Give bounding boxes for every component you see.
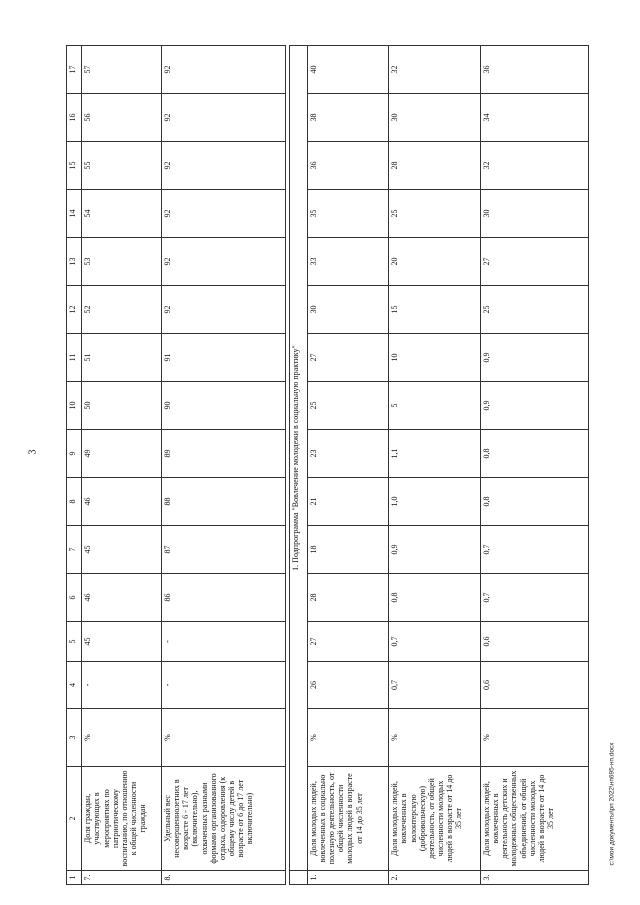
value-cell: 53 [82,238,162,286]
value-cell: 52 [82,286,162,334]
value-cell: 89 [161,430,285,478]
unit-cell: % [389,709,481,767]
column-header: 5 [67,622,82,662]
subprogram-spacer [290,871,307,885]
value-cell: 32 [480,142,588,190]
column-header: 4 [67,662,82,709]
column-header: 8 [67,478,82,526]
value-cell: 0,8 [480,430,588,478]
value-cell: 0,9 [480,382,588,430]
value-cell: 50 [82,382,162,430]
column-header: 11 [67,334,82,382]
value-cell: 45 [82,622,162,662]
indicator-name: Доля молодых людей, вовлеченных в социально полезную деятельность, от общей численности молодых людей в возрасте от 14 до 35 лет [307,767,389,871]
table-row [389,46,481,885]
footer-file-path: c:\мои документы\рп 2022\нп695-нп.docx [608,742,616,866]
value-cell: 92 [161,94,285,142]
unit-cell: % [161,709,285,767]
value-cell: 92 [161,190,285,238]
value-cell: 46 [82,478,162,526]
value-cell: 57 [82,46,162,94]
value-cell: 5 [389,382,481,430]
value-cell: 0,6 [480,622,588,662]
subprogram-title: 1. Подпрограмма "Вовлечение молодежи в социальную практику" [290,46,307,871]
column-header: 13 [67,238,82,286]
table-row [82,46,162,885]
value-cell: 40 [307,46,389,94]
value-cell: 0,7 [389,622,481,662]
value-cell: 23 [307,430,389,478]
table-row [307,46,389,885]
row-number: 1. [307,871,389,885]
indicator-table-sheet [66,47,589,885]
column-header: 7 [67,526,82,574]
value-cell: 46 [82,574,162,622]
value-cell: 87 [161,526,285,574]
value-cell: 27 [307,334,389,382]
value-cell: 10 [389,334,481,382]
value-cell: 0,6 [480,662,588,709]
value-cell: 54 [82,190,162,238]
column-header: 17 [67,46,82,94]
value-cell: 0,9 [480,334,588,382]
value-cell: 25 [480,286,588,334]
value-cell: 86 [161,574,285,622]
value-cell: 1,0 [389,478,481,526]
value-cell: - [161,622,285,662]
value-cell: 92 [161,286,285,334]
value-cell: 21 [307,478,389,526]
column-header: 16 [67,94,82,142]
value-cell: 33 [307,238,389,286]
indicator-table [66,45,589,885]
row-number: 8. [161,871,285,885]
value-cell: 0,8 [389,574,481,622]
value-cell: 28 [389,142,481,190]
value-cell: 0,7 [389,662,481,709]
value-cell: 28 [307,574,389,622]
value-cell: 32 [389,46,481,94]
value-cell: 88 [161,478,285,526]
value-cell: 27 [307,622,389,662]
value-cell: 1,1 [389,430,481,478]
column-header: 14 [67,190,82,238]
column-header: 12 [67,286,82,334]
row-number: 3. [480,871,588,885]
column-header: 15 [67,142,82,190]
column-header: 3 [67,709,82,767]
indicator-name: Доля граждан, участвующих в мероприятиях по патриотическому воспитанию, по отношению к общей численности граждан [82,767,162,871]
value-cell: - [82,662,162,709]
column-header: 2 [67,767,82,871]
value-cell: 36 [480,46,588,94]
value-cell: 90 [161,382,285,430]
unit-cell: % [480,709,588,767]
column-header: 9 [67,430,82,478]
value-cell: 0,9 [389,526,481,574]
value-cell: 20 [389,238,481,286]
value-cell: 0,7 [480,574,588,622]
indicator-name: Доля молодых людей, вовлеченных в деятельность детских и молодежных общественных объединений, от общей численности молодых людей в возрасте от 14 до 35 лет [480,767,588,871]
table-row [480,46,588,885]
value-cell: 36 [307,142,389,190]
column-number-row [67,46,82,885]
value-cell: 0,8 [480,478,588,526]
value-cell: 18 [307,526,389,574]
value-cell: 34 [480,94,588,142]
row-number: 7. [82,871,162,885]
value-cell: 30 [480,190,588,238]
column-header: 6 [67,574,82,622]
subprogram-row [290,46,307,885]
column-header: 10 [67,382,82,430]
value-cell: 26 [307,662,389,709]
indicator-name: Удельный вес несовершеннолетних в возрасте 6 - 17 лет (включительно), охваченных разными формами организованного отдыха, оздоровления (к общему числу детей в возрасте от 6 до 17 лет включительно) [161,767,285,871]
value-cell: 55 [82,142,162,190]
value-cell: 49 [82,430,162,478]
value-cell: 25 [389,190,481,238]
unit-cell: % [307,709,389,767]
column-header: 1 [67,871,82,885]
unit-cell: % [82,709,162,767]
value-cell: 56 [82,94,162,142]
page-number: 3 [27,449,39,455]
value-cell: 91 [161,334,285,382]
value-cell: - [161,662,285,709]
value-cell: 30 [389,94,481,142]
value-cell: 35 [307,190,389,238]
table-row [161,46,285,885]
value-cell: 92 [161,142,285,190]
value-cell: 38 [307,94,389,142]
row-number: 2. [389,871,481,885]
value-cell: 30 [307,286,389,334]
value-cell: 45 [82,526,162,574]
value-cell: 92 [161,46,285,94]
indicator-name: Доля молодых людей, вовлеченных в волонтерскую (добровольческую) деятельность, от общей численности молодых людей в возрасте от 14 до 35 лет [389,767,481,871]
value-cell: 0,7 [480,526,588,574]
value-cell: 25 [307,382,389,430]
value-cell: 92 [161,238,285,286]
value-cell: 51 [82,334,162,382]
value-cell: 27 [480,238,588,286]
value-cell: 15 [389,286,481,334]
